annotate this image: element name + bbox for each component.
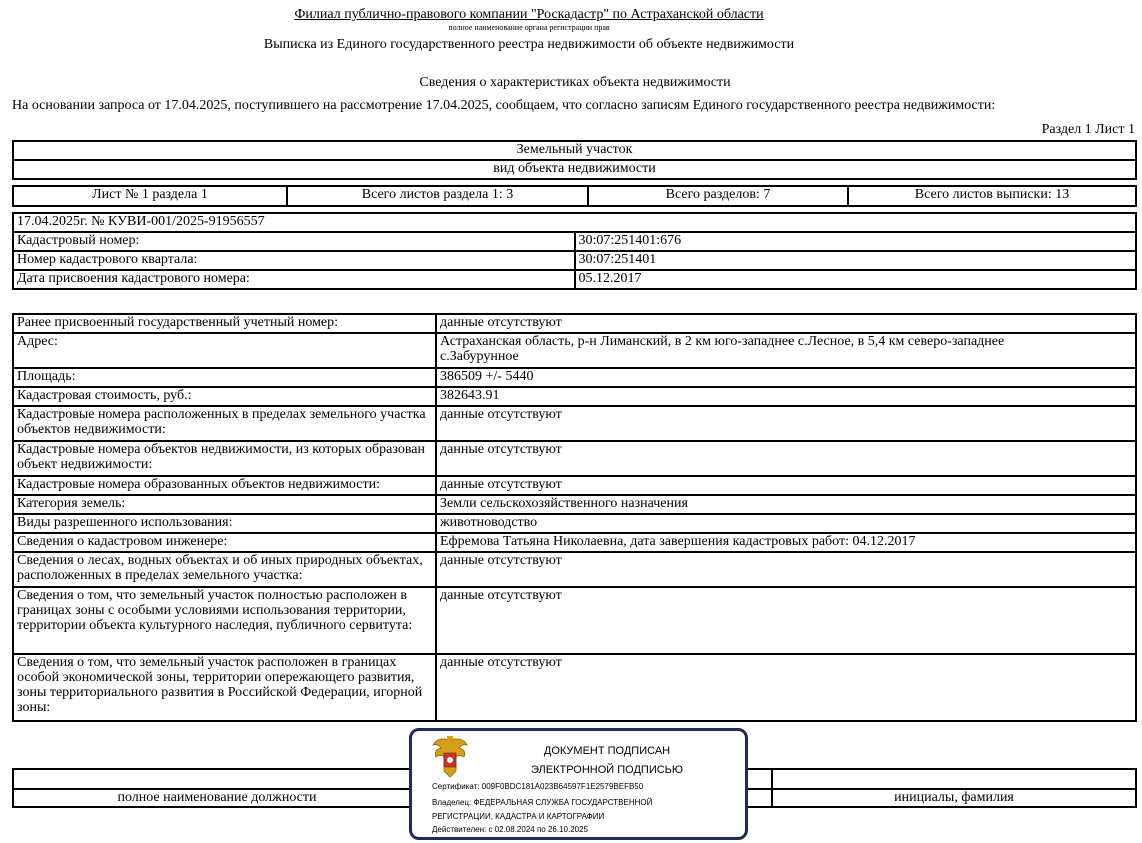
properties-table (12, 313, 1137, 722)
property-value: данные отсутствуют (436, 476, 1136, 495)
property-label: Категория земель: (13, 495, 436, 514)
property-label: Адрес: (13, 333, 436, 368)
object-type-table (12, 140, 1137, 180)
property-value: данные отсутствуют (436, 314, 1136, 333)
property-label: Сведения о лесах, водных объектах и об иных природных объектах, расположенных в пределах земельного участка: (13, 552, 436, 587)
stamp-owner-continued: РЕГИСТРАЦИИ, КАДАСТРА И КАРТОГРАФИИ (432, 812, 605, 821)
stamp-line1: ДОКУМЕНТ ПОДПИСАН (543, 745, 671, 757)
property-label: Сведения о кадастровом инженере: (13, 533, 436, 552)
property-value: данные отсутствуют (436, 654, 1136, 721)
position-caption: полное наименование должности (13, 789, 420, 807)
property-label: Виды разрешенного использования: (13, 514, 436, 533)
sheets-in-section: Всего листов раздела 1: 3 (287, 186, 588, 206)
reg-value: 30:07:251401:676 (575, 232, 1137, 251)
org-name: Филиал публично-правового компании "Роскадастр" по Астраханской области (294, 7, 764, 22)
property-label: Кадастровая стоимость, руб.: (13, 387, 436, 406)
stamp-owner: Владелец: ФЕДЕРАЛЬНАЯ СЛУЖБА ГОСУДАРСТВЕННОЙ (432, 798, 653, 807)
property-label: Ранее присвоенный государственный учетный номер: (13, 314, 436, 333)
document-title: Выписка из Единого государственного реестра недвижимости об объекте недвижимости (263, 37, 795, 52)
property-value: 382643.91 (436, 387, 1136, 406)
property-value: данные отсутствуют (436, 406, 1136, 441)
property-label: Кадастровые номера объектов недвижимости, из которых образован объект недвижимости: (13, 441, 436, 476)
reg-label: Кадастровый номер: (13, 232, 575, 251)
stamp-validity: Действителен: с 02.08.2024 по 26.10.2025 (432, 825, 588, 834)
property-value: Земли сельскохозяйственного назначения (436, 495, 1136, 514)
property-value: 386509 +/- 5440 (436, 368, 1136, 387)
total-sheets: Всего листов выписки: 13 (848, 186, 1136, 206)
property-label: Кадастровые номера образованных объектов недвижимости: (13, 476, 436, 495)
registration-table (12, 212, 1137, 290)
e-signature-stamp (409, 728, 748, 840)
property-label: Сведения о том, что земельный участок расположен в границах особой экономической зоны, территории опережающего развития, зоны территориального развития в Российской Федерации, игорной зоны: (13, 654, 436, 721)
property-value: данные отсутствуют (436, 552, 1136, 587)
document-subtitle: Сведения о характеристиках объекта недвижимости (419, 75, 731, 90)
reg-value: 30:07:251401 (575, 251, 1137, 270)
property-value: данные отсутствуют (436, 441, 1136, 476)
property-label: Площадь: (13, 368, 436, 387)
property-label: Сведения о том, что земельный участок полностью расположен в границах зоны с особыми условиями использования территории, территории объекта культурного наследия, публичного сервитута: (13, 587, 436, 654)
intro-text: На основании запроса от 17.04.2025, поступившего на рассмотрение 17.04.2025, сообщаем, что согласно записям Единого государственного реестра недвижимости: (12, 98, 996, 113)
name-caption: инициалы, фамилия (772, 789, 1136, 807)
property-value: животноводство (436, 514, 1136, 533)
section-label: Раздел 1 Лист 1 (1041, 122, 1135, 137)
object-type: Земельный участок (13, 141, 1136, 160)
property-value: Ефремова Татьяна Николаевна, дата завершения кадастровых работ: 04.12.2017 (436, 533, 1136, 552)
object-type-caption: вид объекта недвижимости (13, 160, 1136, 179)
stamp-certificate: Сертификат: 009F0BDC181A023B64597F1E2579BEFB50 (432, 782, 644, 791)
coat-of-arms-icon (430, 735, 470, 781)
document-number: 17.04.2025г. № КУВИ-001/2025-91956557 (13, 213, 1136, 232)
property-label: Кадастровые номера расположенных в пределах земельного участка объектов недвижимости: (13, 406, 436, 441)
property-value: Астраханская область, р-н Лиманский, в 2 км юго-западнее с.Лесное, в 5,4 км северо-западнее с.Забурунное (436, 333, 1136, 368)
total-sections: Всего разделов: 7 (588, 186, 848, 206)
sheet-number: Лист № 1 раздела 1 (13, 186, 287, 206)
stamp-line2: ЭЛЕКТРОННОЙ ПОДПИСЬЮ (530, 764, 684, 776)
reg-label: Номер кадастрового квартала: (13, 251, 575, 270)
reg-value: 05.12.2017 (575, 270, 1137, 289)
org-caption: полное наименование органа регистрации прав (448, 23, 610, 32)
reg-label: Дата присвоения кадастрового номера: (13, 270, 575, 289)
property-value: данные отсутствуют (436, 587, 1136, 654)
sheets-table (12, 185, 1137, 207)
